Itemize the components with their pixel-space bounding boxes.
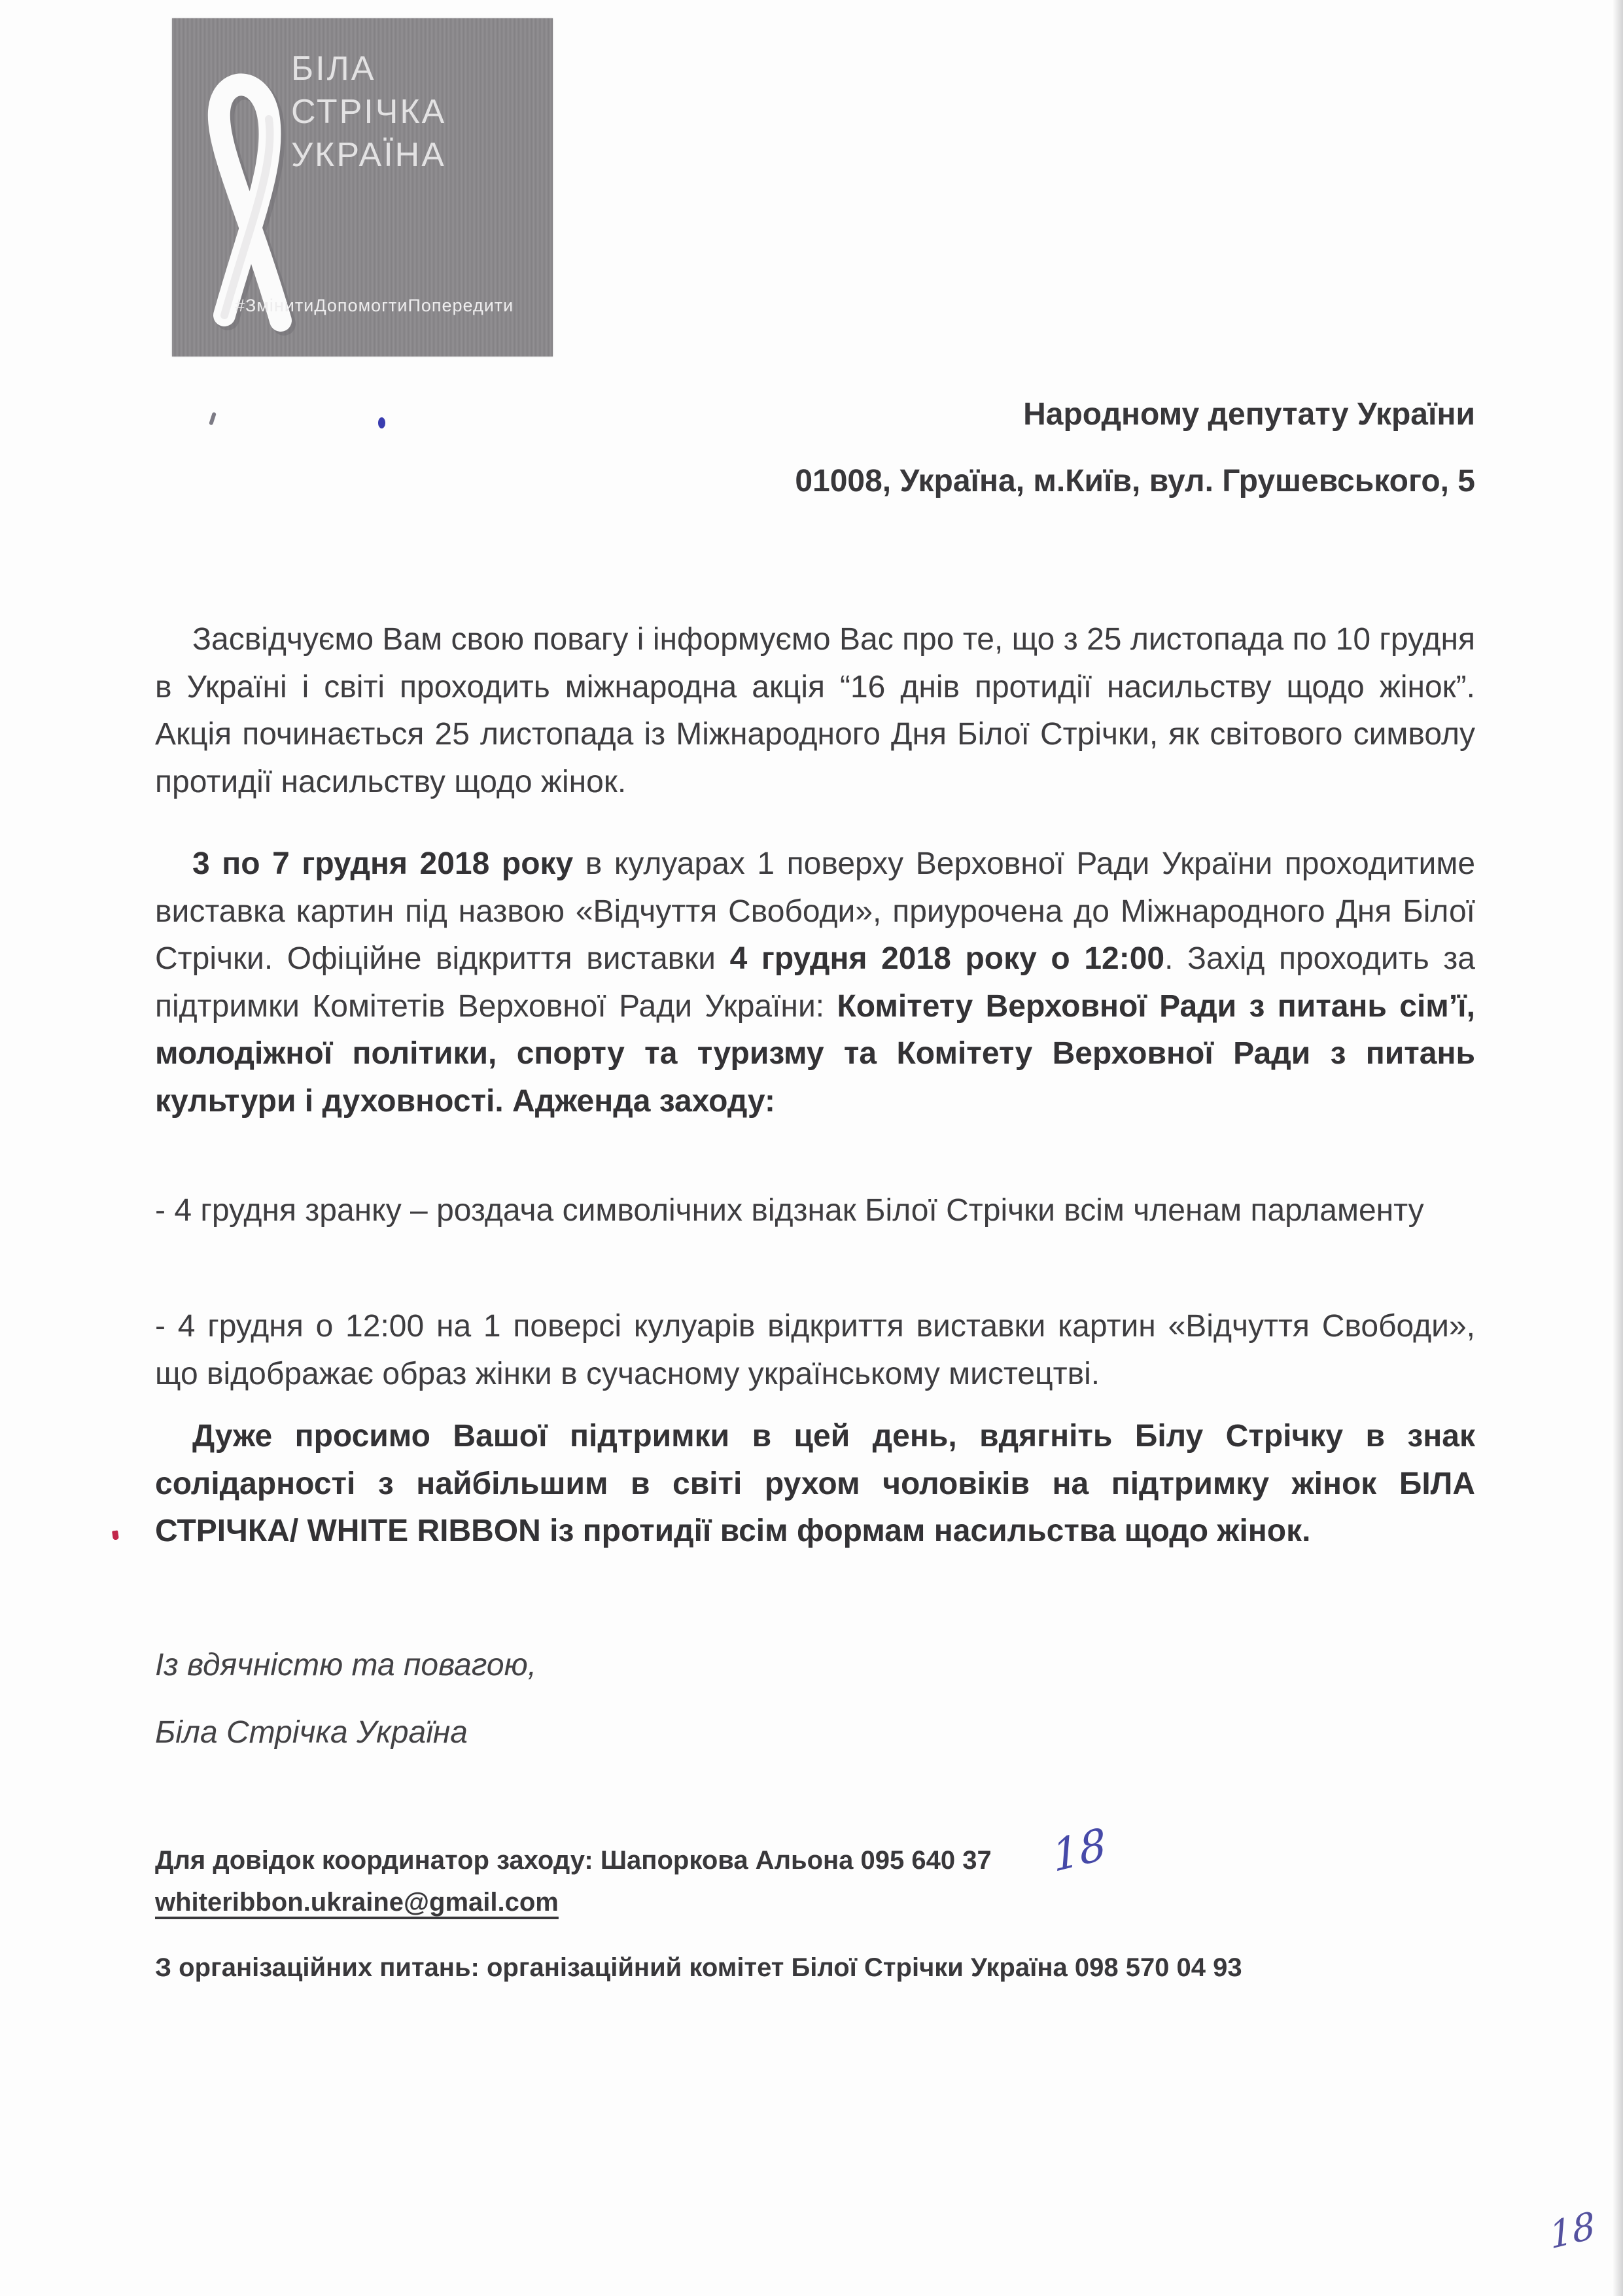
agenda-item-1: - 4 грудня зранку – роздача символічних відзнак Білої Стрічки всім членам парламенту [155,1193,1424,1228]
logo-line-3: УКРАЇНА [291,136,446,174]
closing-phrase: Із вдячністю та повагою, [155,1648,537,1682]
coordinator-contact-line: Для довідок координатор заходу: Шапоркова Альона 095 640 37 [155,1846,992,1875]
stray-red-ink-dot [112,1530,119,1540]
paragraph-appeal: Дуже просимо Вашої підтримки в цей день, вдягніть Білу Стрічку в знак солідарності з найбільшим в світі рухом чоловіків на підтримку жінок БІЛА СТРІЧКА/ WHITE RIBBON із протидії всім формам насильства щодо жінок. [155,1419,1475,1548]
stray-ink-mark [209,412,217,426]
white-ribbon-ukraine-logo [172,18,553,357]
handwritten-page-number: 18 [1547,2204,1597,2258]
logo-line-1: БІЛА [291,50,376,88]
contact-email [155,1885,1475,1919]
paragraph-intro: Засвідчуємо Вам свою повагу і інформуємо Вас про те, що з 25 листопада по 10 грудня в Україні і світі проходить міжнародна акція “16 днів протидії насильству щодо жінок”. Акція починається 25 листопада із Міжнародного Дня Білої Стрічки, як світового символу протидії насильству щодо жінок. [155,622,1475,799]
scan-edge-shadow [1613,0,1623,2296]
paragraph-exhibition: 3 по 7 грудня 2018 року в кулуарах 1 поверху Верховної Ради України проходитиме виставка картин під назвою «Відчуття Свободи», приурочена до Міжнародного Дня Білої Стрічки. Офіційне відкриття виставки 4 грудня 2018 року о 12:00. Захід проходить за підтримки Комітетів Верховної Ради України: Комітету Верховної Ради з питань сім’ї, молодіжної політики, спорту та туризму та Комітету Верховної Ради з питань культури і духовності. Адженда заходу: [155,846,1476,1119]
recipient-address-line: 01008, Україна, м.Київ, вул. Грушевського, 5 [795,464,1475,498]
recipient-line: Народному депутату України [1023,397,1475,432]
email-text: whiteribbon.ukraine@gmail.com [155,1888,559,1917]
org-contact-line: З організаційних питань: організаційний комітет Білої Стрічки Україна 098 570 04 93 [155,1953,1242,1982]
logo-line-2: СТРІЧКА [291,93,447,131]
agenda-item-2: - 4 грудня о 12:00 на 1 поверсі кулуарів відкриття виставки картин «Відчуття Свободи», що відображає образ жінки в сучасному українському мистецтві. [155,1309,1475,1391]
recipient-address [795,395,1475,501]
stray-blue-ink-dot [378,417,385,428]
handwritten-phone-digits: 18 [1050,1818,1109,1883]
logo-org-name [291,47,446,177]
closing-signature: Біла Стрічка Україна [155,1715,468,1750]
logo-hashtag: #ЗмінитиДопомогтиПопередити [235,296,514,315]
